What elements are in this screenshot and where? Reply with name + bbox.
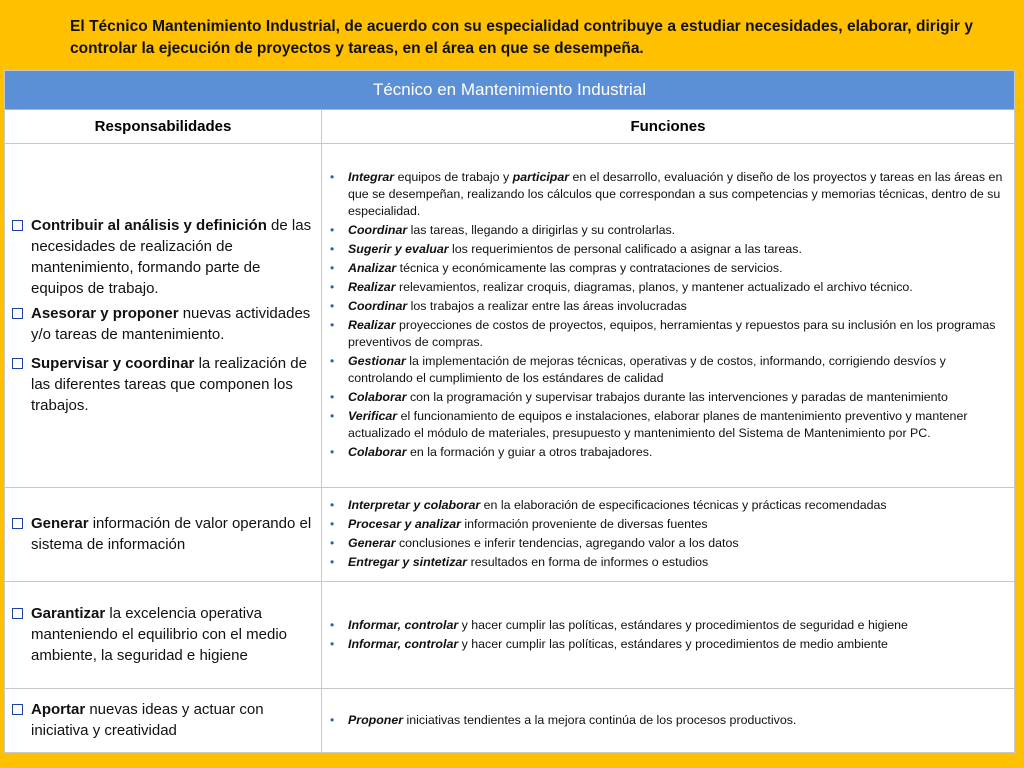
bullet-icon: • [330,409,335,423]
bullet-icon: • [330,390,335,404]
table-row [5,143,1014,488]
checkbox-bullet-icon [12,518,23,529]
functions-cell [322,487,1014,581]
bullet-icon: • [330,536,335,550]
bullet-icon: • [330,170,335,184]
function-item: • Integrar equipos de trabajo y participar en el desarrollo, evaluación y diseño de los proyectos y tareas en las áreas en que se desempeñan, realizando los cálculos que correspondan a sus competencias y memorias técnicas, dentro de su especialidad. [330,170,1003,218]
function-item: • Informar, controlar y hacer cumplir las políticas, estándares y procedimientos de medio ambiente [330,636,888,651]
responsibilities-cell [5,143,321,487]
functions-cell [322,581,1014,688]
function-item: • Coordinar las tareas, llegando a dirigirlas y su controlarlas. [330,223,676,237]
bullet-icon: • [330,445,335,459]
bullet-icon: • [330,498,335,512]
functions-cell [322,688,1014,752]
bullet-icon: • [330,261,335,275]
bullet-icon: • [330,617,335,632]
checkbox-bullet-icon [12,704,23,715]
checkbox-bullet-icon [12,308,23,319]
function-item: • Realizar relevamientos, realizar croquis, diagramas, planos, y mantener actualizado el archivo técnico. [330,280,913,294]
table-row [5,688,1014,753]
function-item: • Verificar el funcionamiento de equipos e instalaciones, elaborar planes de mantenimiento preventivo y mantener actualizado el módulo de materiales, presupuesto y mantenimiento del Sistema de Mantenimiento por PC. [330,409,968,440]
function-item: • Coordinar los trabajos a realizar entre las áreas involucradas [330,299,687,313]
bullet-icon: • [330,354,335,368]
function-item: • Realizar proyecciones de costos de proyectos, equipos, herramientas y repuestos para su inclusión en los programas preventivos de compras. [330,318,996,349]
function-item: • Proponer iniciativas tendientes a la mejora continúa de los procesos productivos. [330,712,797,727]
function-item: • Entregar y sintetizar resultados en forma de informes o estudios [330,555,709,569]
function-item: • Interpretar y colaborar en la elaboración de especificaciones técnicas y prácticas recomendadas [330,498,887,512]
functions-table [4,70,1015,753]
bullet-icon: • [330,223,335,237]
responsibility-item: Aportar nuevas ideas y actuar con iniciativa y creatividad [9,699,315,741]
responsibility-item: Asesorar y proponer nuevas actividades y/o tareas de mantenimiento. [9,303,315,345]
bullet-icon: • [330,280,335,294]
header-responsabilidades: Responsabilidades [5,109,321,144]
responsibility-item: Garantizar la excelencia operativa manteniendo el equilibrio con el medio ambiente, la seguridad e higiene [9,603,315,666]
function-item: • Gestionar la implementación de mejoras técnicas, operativas y de costos, informando, corrigiendo desvíos y controlando el cumplimiento de los estándares de calidad [330,354,946,385]
function-item: • Informar, controlar y hacer cumplir las políticas, estándares y procedimientos de seguridad e higiene [330,617,908,632]
bullet-icon: • [330,712,335,727]
bullet-icon: • [330,555,335,569]
table-row [5,487,1014,582]
bullet-icon: • [330,318,335,332]
function-item: • Colaborar en la formación y guiar a otros trabajadores. [330,445,653,459]
column-divider [321,109,322,752]
function-item: • Generar conclusiones e inferir tendencias, agregando valor a los datos [330,536,739,550]
function-item: • Procesar y analizar información proveniente de diversas fuentes [330,517,708,531]
checkbox-bullet-icon [12,608,23,619]
responsibility-item: Generar información de valor operando el sistema de información [9,513,315,555]
responsibilities-cell [5,688,321,752]
intro-paragraph: El Técnico Mantenimiento Industrial, de acuerdo con su especialidad contribuye a estudiar necesidades, elaborar, dirigir y controlar la ejecución de proyectos y tareas, en el área en que se desempeña. [70,18,973,57]
functions-cell [322,143,1014,487]
table-row [5,581,1014,689]
function-item: • Analizar técnica y económicamente las compras y contrataciones de servicios. [330,261,783,275]
header-funciones: Funciones [322,109,1014,144]
bullet-icon: • [330,299,335,313]
responsibilities-cell [5,581,321,688]
checkbox-bullet-icon [12,220,23,231]
checkbox-bullet-icon [12,358,23,369]
function-item: • Sugerir y evaluar los requerimientos de personal calificado a asignar a las tareas. [330,242,802,256]
table-title: Técnico en Mantenimiento Industrial [5,71,1014,110]
bullet-icon: • [330,636,335,651]
bullet-icon: • [330,517,335,531]
responsibilities-cell [5,487,321,581]
responsibility-item: Contribuir al análisis y definición de las necesidades de realización de mantenimiento, formando parte de equipos de trabajo. [9,215,315,299]
bullet-icon: • [330,242,335,256]
responsibility-item: Supervisar y coordinar la realización de las diferentes tareas que componen los trabajos. [9,353,315,416]
function-item: • Colaborar con la programación y supervisar trabajos durante las intervenciones y paradas de mantenimiento [330,390,948,404]
